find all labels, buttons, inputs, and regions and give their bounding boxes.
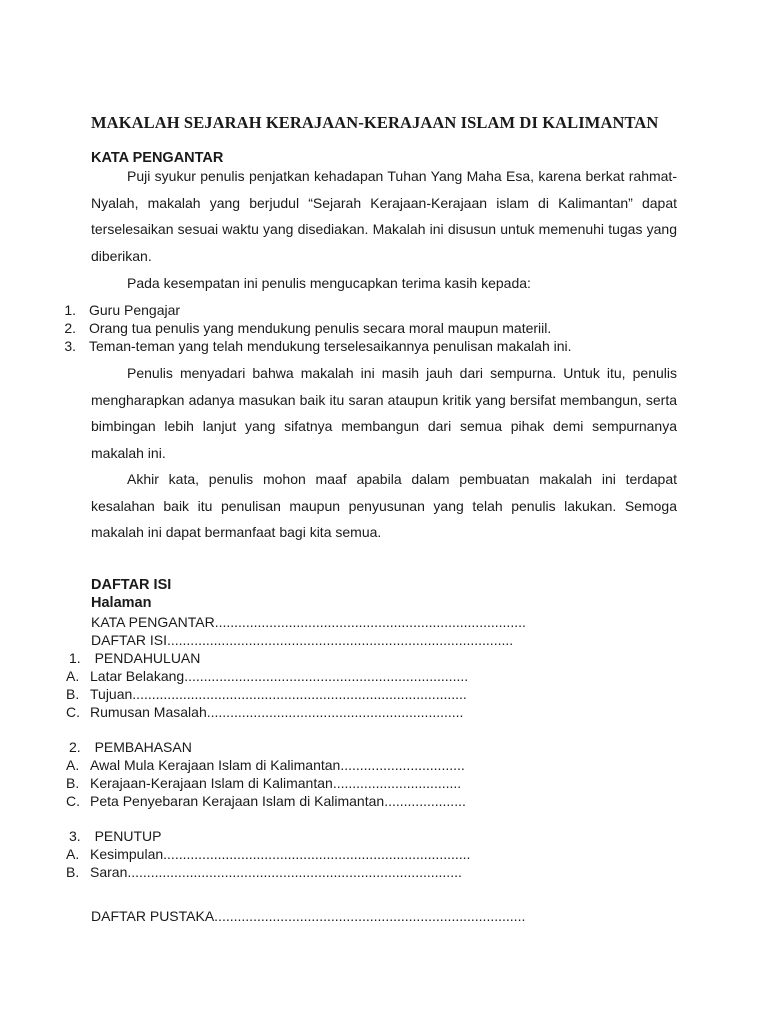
toc-entry-kata-pengantar[interactable]	[91, 614, 541, 630]
toc-label: Kerajaan-Kerajaan Islam di Kalimantan	[90, 775, 333, 791]
toc-leader-dots: .....................	[384, 793, 466, 809]
list-number: 1.	[64, 302, 76, 318]
toc-label: DAFTAR PUSTAKA	[91, 908, 215, 924]
toc-label: Rumusan Masalah	[90, 704, 207, 720]
chapter-number: 1.	[69, 650, 81, 666]
toc-leader-dots: ......................................................................................	[132, 686, 467, 702]
chapter-title: PEMBAHASAN	[94, 739, 192, 755]
halaman-label: Halaman	[91, 595, 152, 611]
toc-entry-awal-mula[interactable]	[66, 757, 474, 773]
toc-leader-dots: .........................................................................	[184, 668, 469, 684]
toc-label: Kesimpulan	[90, 846, 164, 862]
toc-chapter-pendahuluan[interactable]	[69, 650, 200, 666]
toc-entry-saran[interactable]	[66, 864, 491, 880]
list-number: 2.	[64, 320, 76, 336]
kata-pengantar-paragraph-3: Penulis menyadari bahwa makalah ini masih jauh dari sempurna. Untuk itu, penulis mengharapkan adanya masukan baik itu saran ataupun kritik yang bersifat membangun, serta bimbingan lebih lanjut yang sifatnya membangun dari semua pihak demi sempurnanya makalah ini.	[91, 365, 677, 461]
toc-letter: A.	[66, 668, 80, 684]
chapter-title: PENDAHULUAN	[94, 650, 201, 666]
list-number: 3.	[64, 338, 76, 354]
kata-pengantar-paragraph-2: Pada kesempatan ini penulis mengucapkan terima kasih kepada:	[127, 275, 531, 291]
toc-label: DAFTAR ISI	[91, 632, 167, 648]
toc-leader-dots: ................................................................................	[214, 614, 526, 630]
toc-chapter-penutup[interactable]	[69, 828, 161, 844]
toc-label: Saran	[90, 864, 128, 880]
chapter-title: PENUTUP	[94, 828, 162, 844]
list-item: Teman-teman yang telah mendukung terselesaikannya penulisan makalah ini.	[89, 338, 572, 354]
toc-label: Tujuan	[90, 686, 133, 702]
toc-leader-dots: ...............................................................................	[163, 846, 471, 862]
toc-label: Awal Mula Kerajaan Islam di Kalimantan	[90, 757, 341, 773]
toc-entry-daftar-isi[interactable]	[91, 632, 551, 648]
toc-letter: A.	[66, 846, 80, 862]
toc-letter: C.	[66, 704, 80, 720]
toc-leader-dots: ......................................................................................	[127, 864, 462, 880]
toc-chapter-pembahasan[interactable]	[69, 739, 192, 755]
toc-entry-kerajaan-kerajaan[interactable]	[66, 775, 475, 791]
toc-entry-tujuan[interactable]	[66, 686, 492, 702]
list-item: Guru Pengajar	[89, 302, 181, 318]
toc-leader-dots: .........................................................................................	[166, 632, 514, 648]
toc-label: Latar Belakang	[90, 668, 185, 684]
toc-letter: C.	[66, 793, 80, 809]
kata-pengantar-paragraph-4: Akhir kata, penulis mohon maaf apabila dalam pembuatan makalah ini terdapat kesalahan baik itu penulisan maupun penyusunan yang telah penulis lakukan. Semoga makalah ini dapat bermanfaat bagi kita semua.	[91, 471, 677, 540]
toc-entry-latar-belakang[interactable]	[66, 668, 490, 684]
toc-entry-rumusan-masalah[interactable]	[66, 704, 487, 720]
document-title: MAKALAH SEJARAH KERAJAAN-KERAJAAN ISLAM DI KALIMANTAN	[91, 113, 659, 132]
toc-leader-dots: ................................................................................	[214, 908, 526, 924]
chapter-number: 2.	[69, 739, 81, 755]
toc-letter: B.	[66, 775, 80, 791]
chapter-number: 3.	[69, 828, 81, 844]
toc-entry-kesimpulan[interactable]	[66, 846, 489, 862]
toc-entry-peta-penyebaran[interactable]	[66, 793, 472, 809]
toc-letter: B.	[66, 864, 80, 880]
toc-letter: B.	[66, 686, 80, 702]
toc-letter: A.	[66, 757, 80, 773]
toc-leader-dots: .................................	[332, 775, 462, 791]
daftar-isi-heading: DAFTAR ISI	[91, 577, 172, 593]
list-item: Orang tua penulis yang mendukung penulis secara moral maupun materiil.	[89, 320, 552, 336]
kata-pengantar-heading: KATA PENGANTAR	[91, 150, 224, 166]
toc-label: Peta Penyebaran Kerajaan Islam di Kalimantan	[90, 793, 385, 809]
toc-leader-dots: ................................	[340, 757, 465, 773]
toc-label: KATA PENGANTAR	[91, 614, 215, 630]
toc-entry-daftar-pustaka[interactable]	[91, 908, 544, 924]
toc-leader-dots: ..................................................................	[206, 704, 464, 720]
kata-pengantar-paragraph-1: Puji syukur penulis penjatkan kehadapan Tuhan Yang Maha Esa, karena berkat rahmat-Nyalah, makalah yang berjudul “Sejarah Kerajaan-Kerajaan islam di Kalimantan” dapat terselesaikan sesuai waktu yang disediakan. Makalah ini disusun untuk memenuhi tugas yang diberikan.	[91, 168, 677, 264]
